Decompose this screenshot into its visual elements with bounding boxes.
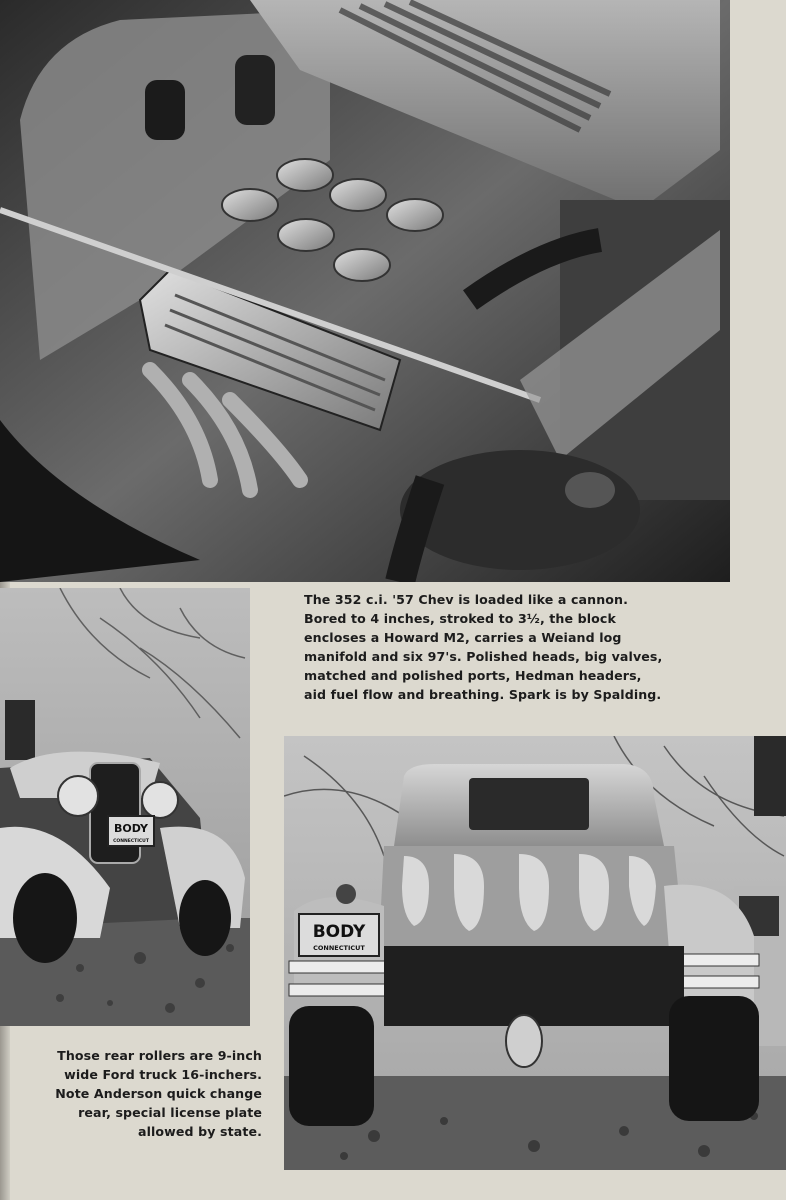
rear-plate-state: CONNECTICUT [313,944,365,952]
engine-caption [304,590,664,704]
front-plate-word: BODY [113,822,149,835]
rear-caption-line: allowed by state. [137,1124,262,1139]
engine-caption-line: manifold and six 97's. Polished heads, big valves, [304,649,663,664]
rear-view-photo [284,736,786,1170]
rear-caption-line: rear, special license plate [78,1105,262,1120]
rear-caption [20,1046,262,1141]
engine-bay-photo [0,0,730,582]
rear-caption-line: Those rear rollers are 9-inch [57,1048,262,1063]
engine-caption-line: aid fuel flow and breathing. Spark is by Spalding. [304,687,662,702]
engine-caption-line: encloses a Howard M2, carries a Weiand log [304,630,622,645]
engine-caption-line: The 352 c.i. '57 Chev is loaded like a cannon. [304,592,628,607]
front-plate-state: CONNECTICUT [113,839,149,844]
engine-caption-line: Bored to 4 inches, stroked to 3½, the block [304,611,616,626]
engine-caption-line: matched and polished ports, Hedman headers, [304,668,642,683]
front-view-photo [0,588,250,1026]
rear-plate-word: BODY [312,922,366,942]
rear-caption-line: Note Anderson quick change [55,1086,262,1101]
rear-caption-line: wide Ford truck 16-inchers. [64,1067,262,1082]
